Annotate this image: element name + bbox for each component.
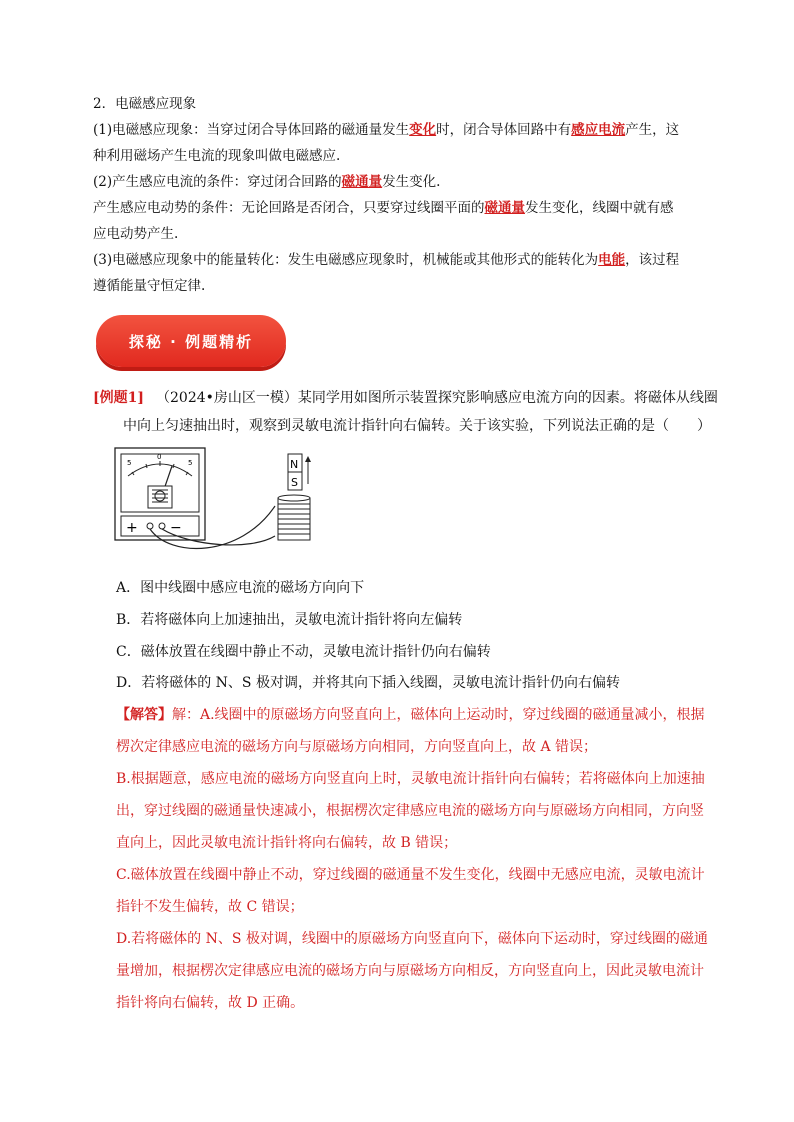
answer-text-1: 解：A.线圈中的原磁场方向竖直向上，磁体向上运动时，穿过线圈的磁通量减小，根据: [172, 707, 705, 723]
answer-line-3: B.根据题意，感应电流的磁场方向竖直向上时，灵敏电流计指针向右偏转；若将磁体向上加速抽: [116, 771, 705, 787]
p1-text-b: 时，闭合导体回路中有: [436, 122, 572, 138]
answer-line-7: 指针不发生偏转，故 C 错误；: [116, 899, 304, 915]
p1-highlight-change: 变化: [409, 122, 437, 138]
p4-text-a: (3)电磁感应现象中的能量转化：发生电磁感应现象时，机械能或其他形式的能转化为: [93, 252, 599, 268]
p2-highlight-flux: 磁通量: [341, 174, 383, 190]
magnet-south: S: [291, 476, 298, 489]
p1-text-a: (1)电磁感应现象：当穿过闭合导体回路的磁通量发生: [93, 122, 410, 138]
paragraph-4-cont: 遵循能量守恒定律.: [93, 278, 206, 294]
question-tag: [例题1]: [93, 390, 144, 406]
section-heading: 2．电磁感应现象: [93, 96, 197, 112]
scale-right-label: 5: [188, 459, 193, 467]
p3-highlight-flux: 磁通量: [484, 200, 525, 216]
paragraph-2: [93, 172, 440, 192]
answer-line-8: D.若将磁体的 N、S 极对调，线圈中的原磁场方向竖直向下，磁体向下运动时，穿过线圈的磁通: [116, 931, 708, 947]
answer-line-5: 直向上，因此灵敏电流计指针将向右偏转，故 B 错误；: [116, 835, 458, 851]
question-line-2: 中向上匀速抽出时，观察到灵敏电流计指针向右偏转。关于该实验，下列说法正确的是（ ）: [123, 418, 711, 434]
p4-text-b: ，该过程: [625, 252, 680, 268]
p3-text-b: 发生变化，线圈中就有感: [525, 200, 674, 216]
paragraph-1: [93, 120, 679, 140]
experiment-figure: [110, 446, 340, 558]
answer-line-1: [116, 705, 705, 725]
paragraph-4: [93, 250, 679, 270]
answer-line-10: 指针将向右偏转，故 D 正确。: [116, 995, 305, 1011]
magnet-north: N: [290, 458, 299, 471]
scale-mid-label: 0: [157, 453, 162, 461]
example-banner: [96, 315, 286, 367]
option-a: A．图中线圈中感应电流的磁场方向向下: [116, 580, 365, 596]
option-d: D．若将磁体的 N、S 极对调，并将其向下插入线圈，灵敏电流计指针仍向右偏转: [116, 675, 620, 691]
scale-left-label: 5: [127, 459, 132, 467]
option-b: B．若将磁体向上加速抽出，灵敏电流计指针将向左偏转: [116, 612, 463, 628]
terminal-plus: +: [126, 520, 138, 536]
p4-highlight-energy: 电能: [598, 252, 626, 268]
banner-label: 探秘 · 例题精析: [128, 332, 254, 351]
answer-line-4: 出，穿过线圈的磁通量快速减小，根据楞次定律感应电流的磁场方向与原磁场方向相同，方向竖: [116, 803, 704, 819]
p2-text-b: 发生变化.: [382, 174, 441, 190]
answer-tag: 【解答】: [116, 707, 172, 723]
question-text-1: （2024•房山区一模）某同学用如图所示装置探究影响感应电流方向的因素。将磁体从线圈: [156, 390, 718, 406]
question-line-1: [93, 388, 718, 408]
p1-highlight-current: 感应电流: [571, 122, 626, 138]
paragraph-1-cont: 种利用磁场产生电流的现象叫做电磁感应.: [93, 148, 341, 164]
paragraph-3: [93, 198, 674, 218]
answer-line-9: 量增加，根据楞次定律感应电流的磁场方向与原磁场方向相反，方向竖直向上，因此灵敏电流计: [116, 963, 704, 979]
answer-line-2: 楞次定律感应电流的磁场方向与原磁场方向相同，方向竖直向上，故 A 错误；: [116, 739, 598, 755]
answer-line-6: C.磁体放置在线圈中静止不动，穿过线圈的磁通量不发生变化，线圈中无感应电流，灵敏电流计: [116, 867, 705, 883]
galvanometer-coil: [148, 486, 172, 508]
p2-text-a: (2)产生感应电流的条件：穿过闭合回路的: [93, 174, 342, 190]
p1-text-c: 产生，这: [625, 122, 680, 138]
terminal-minus: −: [170, 520, 182, 536]
p3-text-a: 产生感应电动势的条件：无论回路是否闭合，只要穿过线圈平面的: [93, 200, 485, 216]
option-c: C．磁体放置在线圈中静止不动，灵敏电流计指针仍向右偏转: [116, 644, 491, 660]
paragraph-3-cont: 应电动势产生.: [93, 226, 179, 242]
